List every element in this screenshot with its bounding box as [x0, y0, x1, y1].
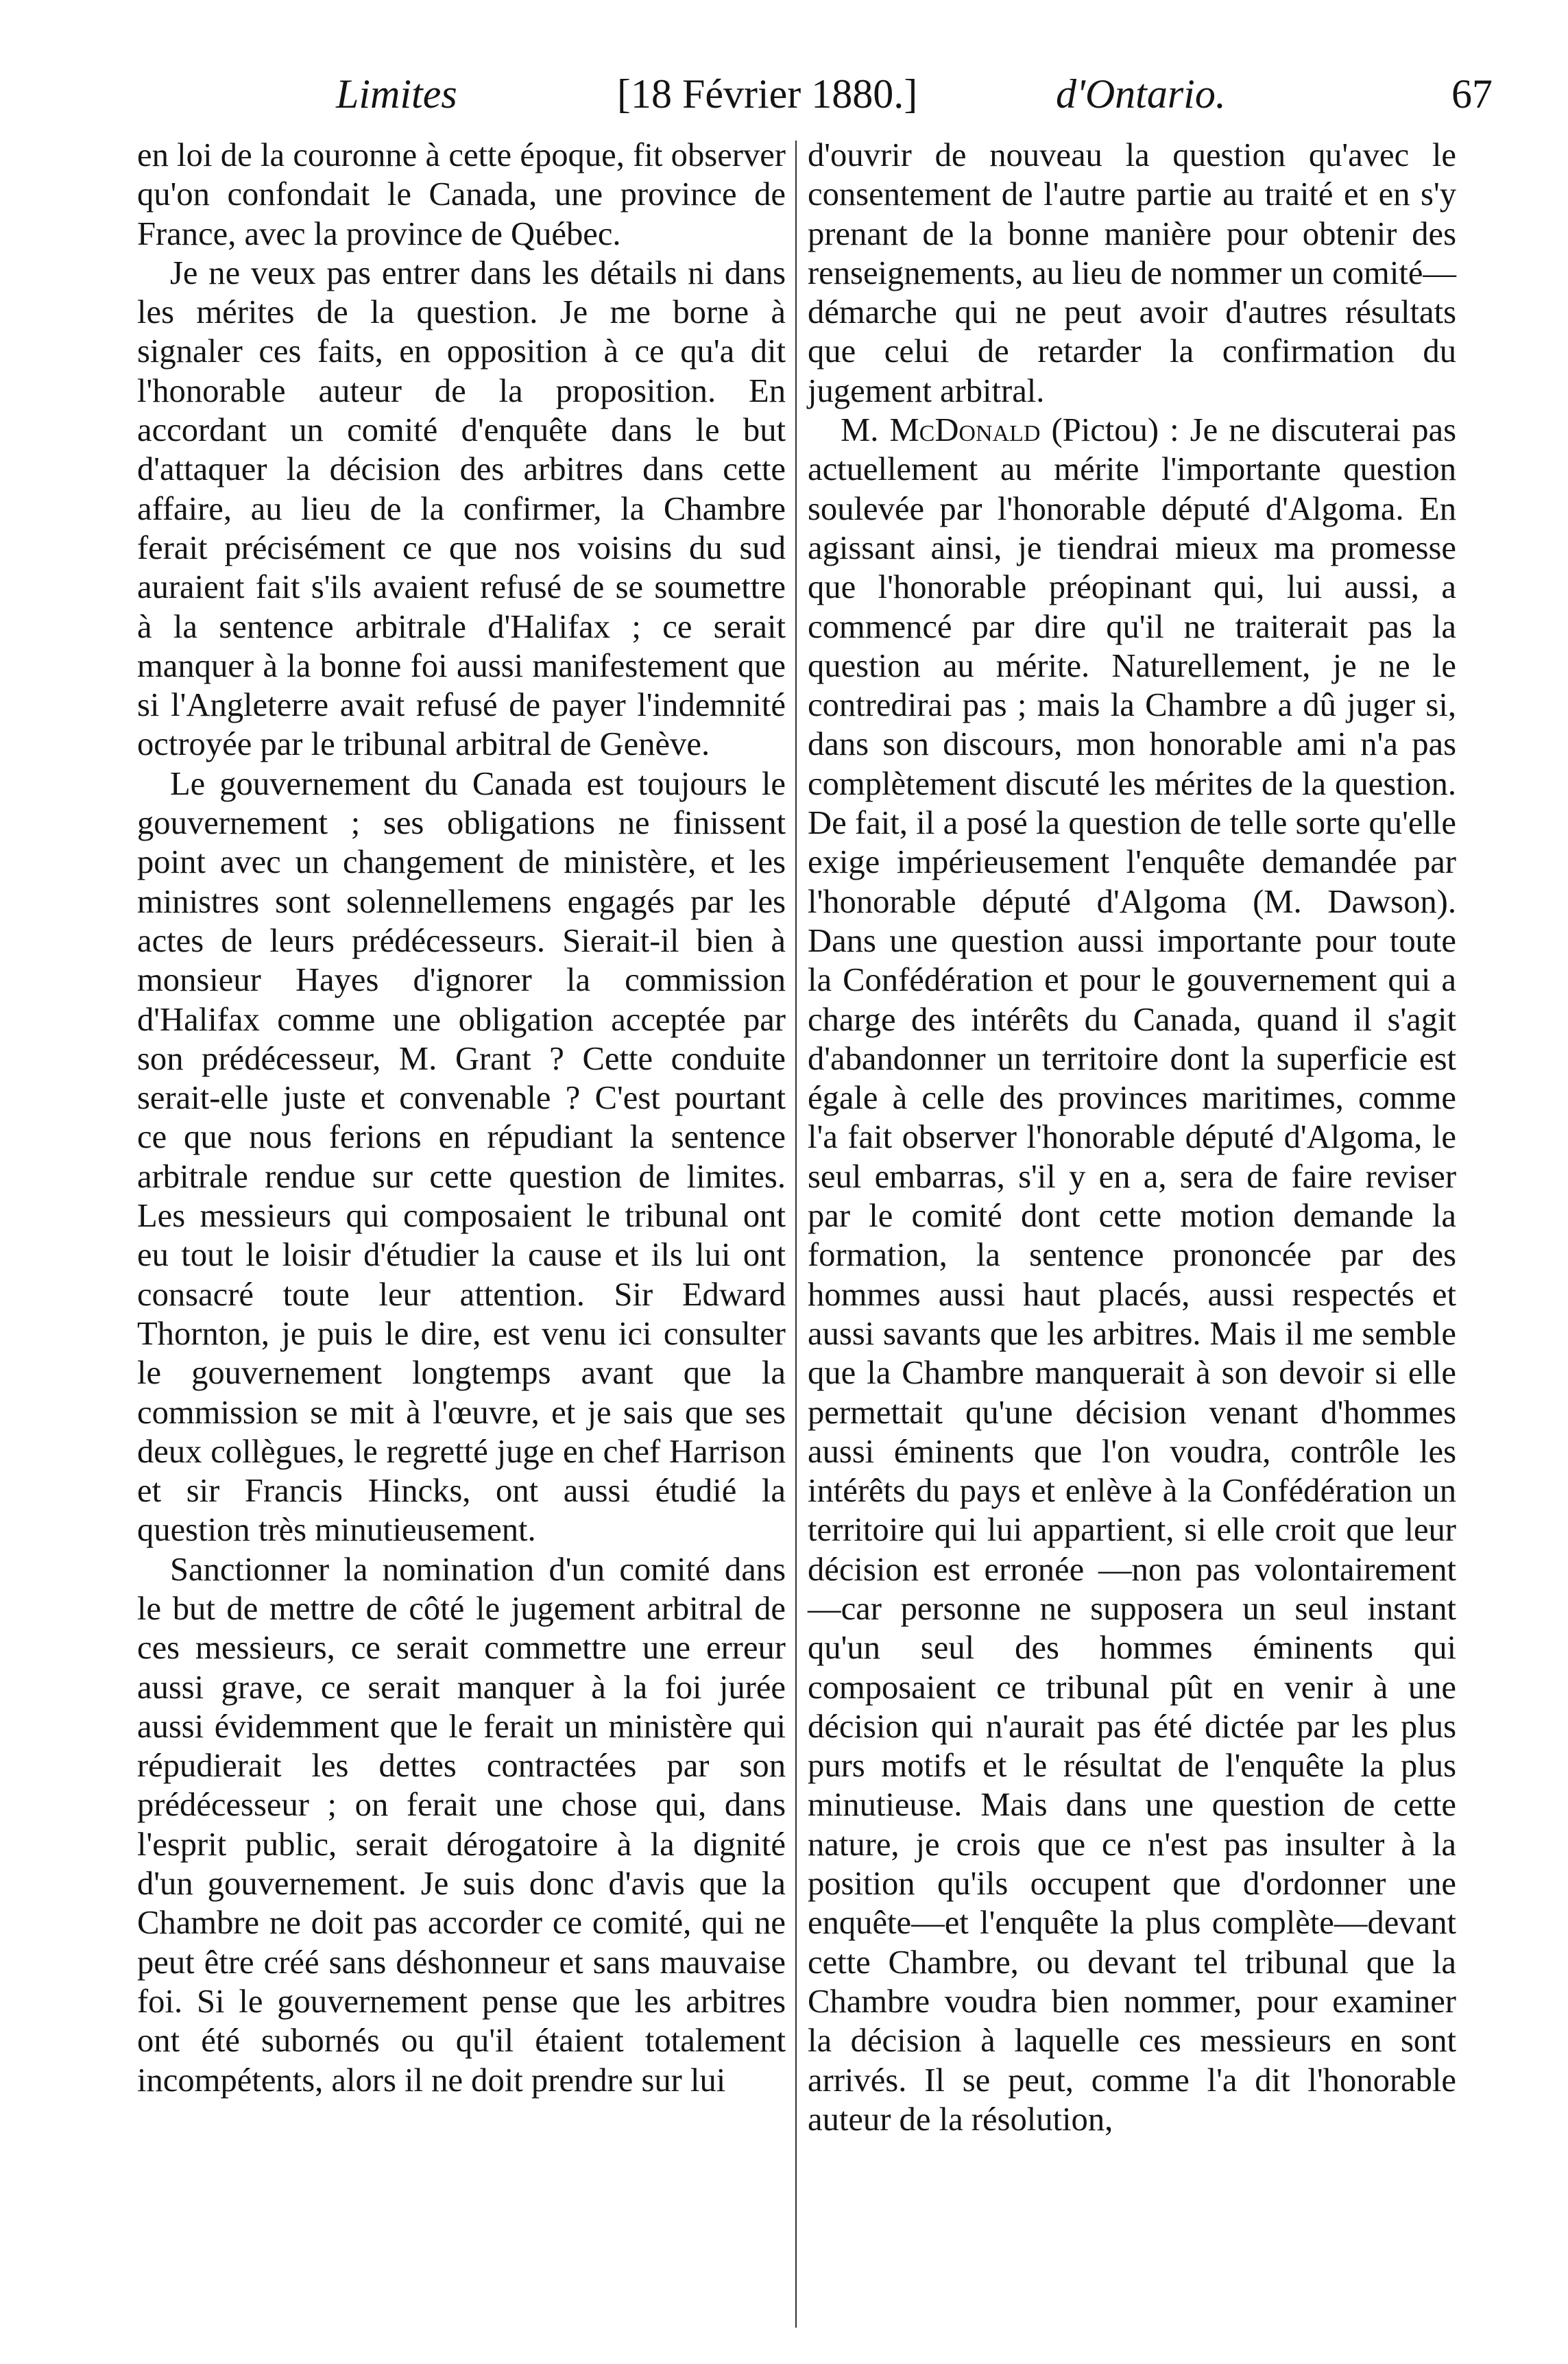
header-right-title: d'Ontario.	[1056, 71, 1226, 117]
column-divider	[795, 141, 797, 2328]
header-left-title: Limites	[336, 71, 457, 117]
paragraph: d'ouvrir de nouveau la question qu'avec le consentement de l'autre partie au traité et en s'y prenant de la bonne manière pour obtenir des renseignements, au lieu de nommer un comité—démarche qui ne peut avoir d'autres résultats que celui de retarder la confirmation du jugement arbitral.	[808, 136, 1456, 409]
right-column	[808, 136, 1456, 2139]
paragraph: Sanctionner la nomination d'un comité dans le but de mettre de côté le jugement arbitral de ces messieurs, ce serait commettre une erreur aussi grave, ce serait manquer à la foi jurée aussi évidemment que le ferait un ministère qui répudierait les dettes contractées par son prédécesseur ; on ferait une chose qui, dans l'esprit public, serait dérogatoire à la dignité d'un gouvernement. Je suis donc d'avis que la Chambre ne doit pas accorder ce comité, qui ne peut être créé sans déshonneur et sans mauvaise foi. Si le gouvernement pense que les arbitres ont été subornés ou qu'il étaient totalement incompétents, alors il ne doit prendre sur lui	[137, 1550, 786, 2099]
speech-text: Je ne discuterai pas actuellement au mérite l'importante question soulevée par l'honorable député d'Algoma. En agissant ainsi, je tiendrai mieux ma promesse que l'honorable préopinant qui, lui aussi, a commencé par dire qu'il ne traiterait pas la question au mérite. Naturellement, je ne le contredirai pas ; mais la Chambre a dû juger si, dans son discours, mon honorable ami n'a pas complètement discuté les mérites de la question. De fait, il a posé la question de telle sorte qu'elle exige impérieusement l'enquête demandée par l'honorable député d'Algoma (M. Dawson). Dans une question aussi importante pour toute la Confédération et pour le gouvernement qui a charge des intérêts du Canada, quand il s'agit d'abandonner un territoire dont la superficie est égale à celle des provinces maritimes, comme l'a fait observer l'honorable député d'Algoma, le seul embarras, s'il y en a, sera de faire reviser par le comité dont cette motion demande la formation, la sentence prononcée par des hommes aussi haut placés, aussi respectés et aussi savants que les arbitres. Mais il me semble que la Chambre manquerait à son devoir si elle permettait qu'une décision venant d'hommes aussi éminents que l'on voudra, contrôle les intérêts du pays et enlève à la Confédération un territoire qui lui appartient, si elle croit que leur décision est erronée —non pas volontairement—car personne ne supposera un seul instant qu'un seul des hommes éminents qui composaient ce tribunal pût en venir à une décision qui n'aurait pas été dictée par les plus purs motifs et le résultat de l'enquête la plus minutieuse. Mais dans une question de cette nature, je crois que ce n'est pas insulter à la position qu'ils occupent que d'ordonner une enquête—et l'enquête la plus complète—devant cette Chambre, ou devant tel tribunal que la Chambre voudra bien nommer, pour examiner la décision à laquelle ces messieurs en sont arrivés. Il se peut, comme l'a dit l'honorable auteur de la résolution,	[808, 411, 1456, 2138]
running-header	[137, 63, 1493, 125]
paragraph: Je ne veux pas entrer dans les détails ni dans les mérites de la question. Je me borne à signaler ces faits, en opposition à ce qu'a dit l'honorable auteur de la proposition. En accordant un comité d'enquête dans le but d'attaquer la décision des arbitres dans cette affaire, au lieu de la confirmer, la Chambre ferait précisément ce que nos voisins du sud auraient fait s'ils avaient refusé de se soumettre à la sentence arbitrale d'Halifax ; ce serait manquer à la bonne foi aussi manifestement que si l'Angleterre avait refusé de payer l'indemnité octroyée par le tribunal arbitral de Genève.	[137, 254, 786, 763]
header-date: [18 Février 1880.]	[617, 71, 918, 117]
speaker-riding: (Pictou) :	[1051, 411, 1179, 449]
speech-paragraph	[808, 411, 1456, 2139]
paragraph: Le gouvernement du Canada est toujours le gouvernement ; ses obligations ne finissent point avec un changement de ministère, et les ministres sont solennellemens engagés par les actes de leurs prédécesseurs. Sierait-il bien à monsieur Hayes d'ignorer la commission d'Halifax comme une obligation acceptée par son prédécesseur, M. Grant ? Cette conduite serait-elle juste et convenable ? C'est pourtant ce que nous ferions en répudiant la sentence arbitrale rendue sur cette question de limites. Les messieurs qui composaient le tribunal ont eu tout le loisir d'étudier la cause et ils lui ont consacré toute leur attention. Sir Edward Thornton, je puis le dire, est venu ici consulter le gouvernement longtemps avant que la commission se mit à l'œuvre, et je sais que ses deux collègues, le regretté juge en chef Harrison et sir Francis Hincks, ont aussi étudié la question très minutieusement.	[137, 764, 786, 1549]
page-number: 67	[1451, 71, 1493, 117]
speaker-name: M. McDonald	[841, 411, 1041, 449]
paragraph: en loi de la couronne à cette époque, fit observer qu'on confondait le Canada, une province de France, avec la province de Québec.	[137, 136, 786, 252]
left-column	[137, 136, 786, 2100]
